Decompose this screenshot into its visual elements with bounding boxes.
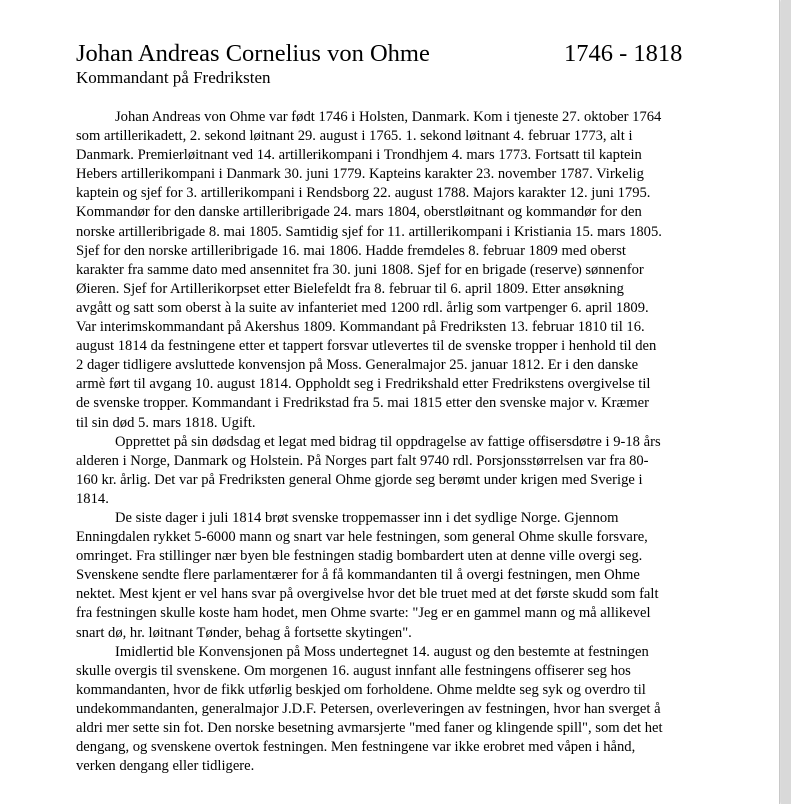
page-title: Johan Andreas Cornelius von Ohme: [76, 40, 430, 67]
text-line: dengang, og svenskene overtok festningen. Men festningene var ikke erobret med våpen i hånd,: [76, 739, 636, 756]
text-line: Danmark. Premierløitnant ved 14. artillerikompani i Trondhjem 4. mars 1773. Fortsatt til kaptein: [76, 147, 642, 164]
text-line: som artillerikadett, 2. sekond løitnant 29. august i 1765. 1. sekond løitnant 4. februar 1773, alt i: [76, 128, 633, 145]
text-line: august 1814 da festningene etter et tappert forsvar utlevertes til de svenske tropper i henhold til den: [76, 338, 657, 355]
text-line: armè ført til avgang 10. august 1814. Oppholdt seg i Fredrikshald etter Fredrikstens overgivelse til: [76, 376, 651, 393]
text-line: Kommandør for den danske artilleribrigade 24. mars 1804, oberstløitnant og kommandør for den: [76, 204, 642, 221]
text-line: avgått og satt som oberst à la suite av infanteriet med 1200 rdl. årlig som vartpenger 6. april 1809.: [76, 299, 649, 316]
text-line: fra festningen skulle koste ham hodet, men Ohme svarte: "Jeg er en gammel mann og må allikevel: [76, 605, 651, 622]
body-text: [76, 108, 716, 776]
text-line: norske artilleribrigade 8. mai 1805. Samtidig sjef for 11. artillerikompani i Kristiania 15. mars 1805.: [76, 223, 662, 240]
text-line: Johan Andreas von Ohme var født 1746 i Holsten, Danmark. Kom i tjeneste 27. oktober 1764: [115, 109, 662, 125]
text-line: De siste dager i juli 1814 brøt svenske troppemasser inn i det sydlige Norge. Gjennom: [115, 509, 619, 526]
text-line: 160 kr. årlig. Det var på Fredriksten general Ohme gjorde seg berømt under krigen med Sverige i: [76, 471, 643, 488]
text-line: Enningdalen rykket 5-6000 mann og snart var hele festningen, som general Ohme skulle forsvare,: [76, 529, 648, 546]
text-line: snart dø, hr. løitnant Tønder, behag å fortsette skytingen".: [76, 624, 412, 641]
text-line: kaptein og sjef for 3. artillerikompani i Rendsborg 22. august 1788. Majors karakter 12. juni 1795.: [76, 185, 651, 202]
text-line: Imidlertid ble Konvensjonen på Moss undertegnet 14. august og den bestemte at festningen: [115, 643, 649, 660]
text-line: Svenskene sendte flere parlamentærer for å få kommandanten til å overgi festningen, men Ohme: [76, 567, 640, 584]
text-line: nektet. Mest kjent er vel hans svar på overgivelse hvor det ble truet med at det første skudd som falt: [76, 586, 659, 603]
page-subtitle: Kommandant på Fredriksten: [76, 68, 271, 87]
text-line: Hebers artillerikompani i Danmark 30. juni 1779. Kapteins karakter 23. november 1787. Virkelig: [76, 166, 644, 183]
text-line: alderen i Norge, Danmark og Holstein. På Norges part falt 9740 rdl. Porsjonsstørrelsen var fra 80-: [76, 452, 649, 469]
text-line: Opprettet på sin dødsdag et legat med bidrag til oppdragelse av fattige offisersdøtre i 9-18 års: [115, 433, 661, 450]
window-gutter: [781, 0, 791, 804]
text-line: Øieren. Sjef for Artillerikorpset etter Bielefeldt fra 8. februar til 6. april 1809. Etter ansøkning: [76, 280, 624, 297]
text-line: til sin død 5. mars 1818. Ugift.: [76, 414, 256, 431]
text-line: Sjef for den norske artilleribrigade 16. mai 1806. Hadde fremdeles 8. februar 1809 med oberst: [76, 242, 626, 259]
title-row: [76, 38, 716, 70]
text-line: omringet. Fra stillinger nær byen ble festningen stadig bombardert uten at denne ville overgi seg.: [76, 548, 643, 565]
text-line: Var interimskommandant på Akershus 1809. Kommandant på Fredriksten 13. februar 1810 til 16.: [76, 319, 645, 336]
text-line: 1814.: [76, 490, 109, 507]
text-line: skulle overgis til svenskene. Om morgenen 16. august innfant alle festningens offiserer seg hos: [76, 662, 631, 679]
text-line: kommandanten, hvor de fikk utførlig beskjed om forholdene. Ohme meldte seg syk og overdro til: [76, 681, 646, 698]
life-years: 1746 - 1818: [564, 40, 683, 67]
text-line: 2 dager tidligere avsluttede konvensjon på Moss. Generalmajor 25. januar 1812. Er i den danske: [76, 357, 639, 374]
text-line: verken dengang eller tidligere.: [76, 758, 255, 775]
text-line: karakter fra samme dato med ansennitet fra 30. juni 1808. Sjef for en brigade (reserve) sønnenfor: [76, 261, 644, 278]
text-line: aldri mer sette sin fot. Den norske besetning avmarsjerte "med faner og klingende spill", som det het: [76, 720, 663, 736]
text-line: de svenske tropper. Kommandant i Fredrikstad fra 5. mai 1815 etter den svenske major v. Kræmer: [76, 395, 649, 412]
text-line: undekommandanten, generalmajor J.D.F. Petersen, overleveringen av festningen, hvor han sverget å: [76, 700, 661, 717]
